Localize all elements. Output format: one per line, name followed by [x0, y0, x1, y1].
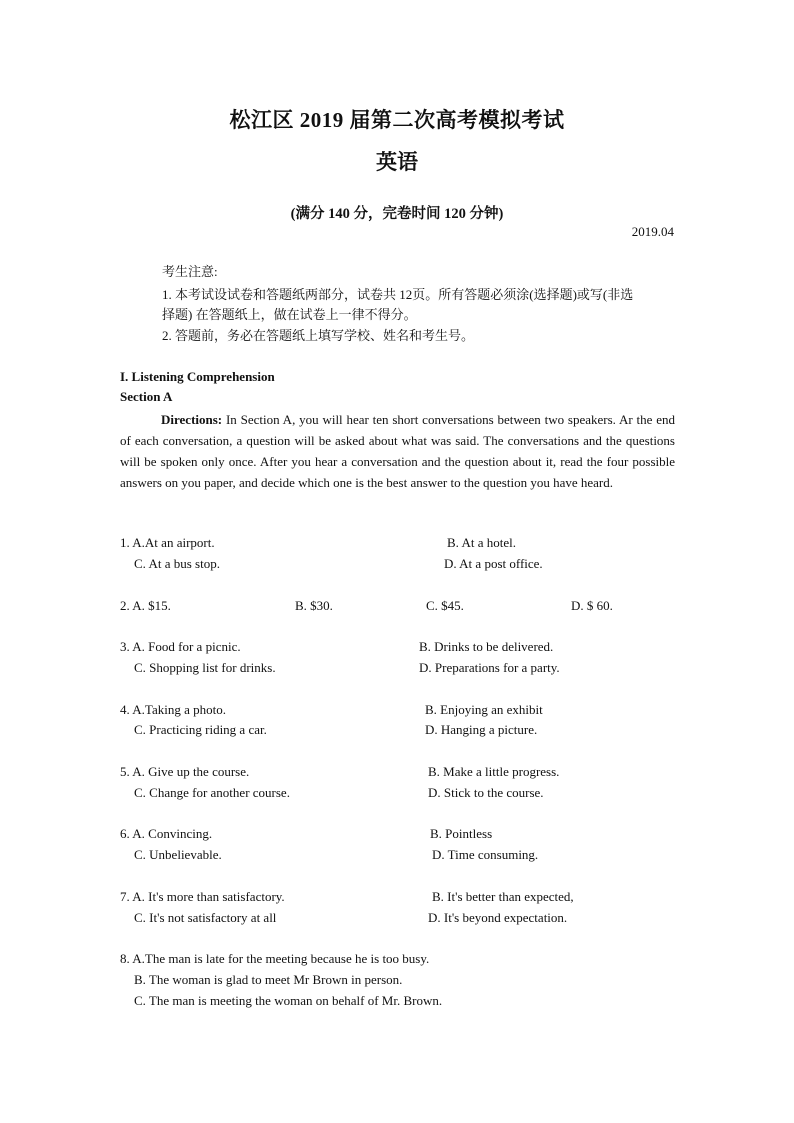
q4-option-a: 4. A.Taking a photo. — [120, 702, 226, 717]
notice-heading: 考生注意: — [162, 264, 218, 279]
part-heading: I. Listening Comprehension — [120, 369, 275, 384]
q2-option-a: 2. A. $15. — [120, 598, 171, 613]
directions-text: In Section A, you will hear ten short conversations between two speakers. Ar the end of each conversation, a question will be asked about what was said. The conversations and the questions will be spoken only once. After you hear a conversation and the question about it, read the four possible answers on you paper, and decide which one is the best answer to the question you have heard. — [120, 412, 675, 490]
q1-option-c: C. At a bus stop. — [134, 556, 220, 571]
notice-item-2: 2. 答题前，务必在答题纸上填写学校、姓名和考生号。 — [162, 328, 475, 343]
q8-option-b: B. The woman is glad to meet Mr Brown in person. — [134, 972, 403, 987]
q2-option-c: C. $45. — [426, 598, 464, 613]
q3-option-c: C. Shopping list for drinks. — [134, 660, 276, 675]
exam-date: 2019.04 — [631, 224, 674, 239]
q3-option-d: D. Preparations for a party. — [419, 660, 560, 675]
q7-option-d: D. It's beyond expectation. — [428, 910, 568, 925]
q6-option-d: D. Time consuming. — [432, 847, 539, 862]
q7-option-b: B. It's better than expected, — [432, 889, 574, 904]
subject-title: 英语 — [376, 150, 418, 174]
q7-option-c: C. It's not satisfactory at all — [134, 910, 277, 925]
q1-option-d: D. At a post office. — [444, 556, 543, 571]
q4-option-c: C. Practicing riding a car. — [134, 722, 267, 737]
q3-option-b: B. Drinks to be delivered. — [419, 639, 554, 654]
q2-option-d: D. $ 60. — [571, 598, 613, 613]
exam-title: 松江区 2019 届第二次高考模拟考试 — [229, 108, 565, 132]
q4-option-b: B. Enjoying an exhibit — [425, 702, 543, 717]
q5-option-a: 5. A. Give up the course. — [120, 764, 250, 779]
q2-option-b: B. $30. — [295, 598, 333, 613]
notice-item-1-line-1: 1. 本考试设试卷和答题纸两部分，试卷共 12页。所有答题必须涂(选择题)或写(非选 — [162, 287, 634, 302]
section-heading: Section A — [120, 389, 173, 404]
q8-option-c: C. The man is meeting the woman on behalf of Mr. Brown. — [134, 993, 443, 1008]
q8-option-a: 8. A.The man is late for the meeting because he is too busy. — [120, 951, 430, 966]
q3-option-a: 3. A. Food for a picnic. — [120, 639, 241, 654]
q6-option-c: C. Unbelievable. — [134, 847, 222, 862]
q6-option-a: 6. A. Convincing. — [120, 826, 213, 841]
q6-option-b: B. Pointless — [430, 826, 493, 841]
q1-option-a: 1. A.At an airport. — [120, 535, 215, 550]
directions-paragraph — [120, 409, 675, 493]
notice-item-1-line-2: 择题) 在答题纸上，做在试卷上一律不得分。 — [162, 307, 417, 322]
q5-option-b: B. Make a little progress. — [428, 764, 560, 779]
q7-option-a: 7. A. It's more than satisfactory. — [120, 889, 285, 904]
score-info: (满分 140 分，完卷时间 120 分钟) — [290, 206, 504, 222]
q1-option-b: B. At a hotel. — [447, 535, 516, 550]
q5-option-c: C. Change for another course. — [134, 785, 290, 800]
directions-label: Directions: — [161, 412, 223, 427]
q5-option-d: D. Stick to the course. — [428, 785, 544, 800]
q4-option-d: D. Hanging a picture. — [425, 722, 538, 737]
